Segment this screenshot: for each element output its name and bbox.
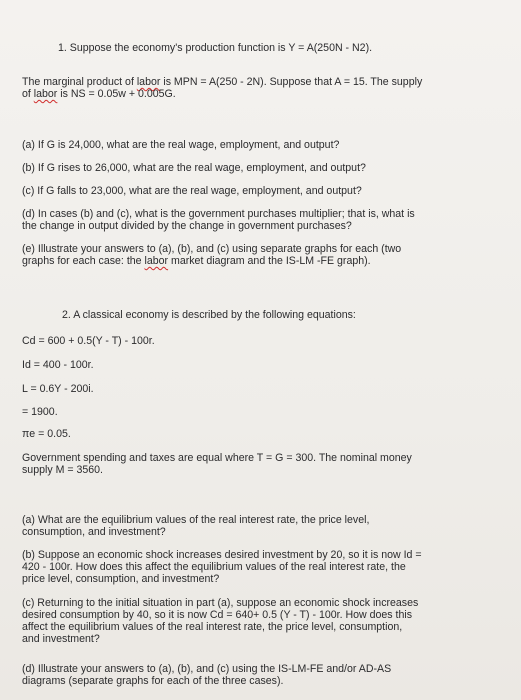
q2-part-c-line1: (c) Returning to the initial situation in part (a), suppose an economic shock increases [22, 597, 419, 609]
q1-part-c: (c) If G falls to 23,000, what are the real wage, employment, and output? [22, 185, 362, 197]
q2-eq-money-demand: L = 0.6Y - 200i. [22, 383, 94, 395]
q1-part-a: (a) If G is 24,000, what are the real wage, employment, and output? [22, 139, 340, 151]
q1-intro-text-2: is MPN = A(250 - 2N). Suppose that A = 15. The supply [160, 76, 423, 88]
q2-part-b-line2: 420 - 100r. How does this affect the equilibrium values of the real interest rate, the [22, 561, 406, 573]
q1-intro-line2 [22, 88, 176, 101]
q1-title: 1. Suppose the economy's production function is Y = A(250N - N2). [58, 42, 373, 54]
q2-part-b-line3: price level, consumption, and investment? [22, 573, 220, 585]
q1-intro-line1 [22, 76, 422, 89]
q1-intro-labor-word: labor [136, 76, 161, 88]
q2-eq-investment: Id = 400 - 100r. [22, 359, 94, 371]
q2-eq-output: = 1900. [22, 406, 58, 418]
q1-part-e-line2 [22, 255, 371, 268]
q2-title: 2. A classical economy is described by the following equations: [62, 309, 356, 321]
q1-e-text: graphs for each case: the [22, 255, 145, 267]
q1-part-b: (b) If G rises to 26,000, what are the real wage, employment, and output? [22, 162, 366, 174]
q2-part-c-line4: and investment? [22, 633, 100, 645]
q2-part-d-line1: (d) Illustrate your answers to (a), (b), and (c) using the IS-LM-FE and/or AD-AS [22, 663, 392, 675]
q2-part-a-line1: (a) What are the equilibrium values of the real interest rate, the price level, [22, 514, 370, 526]
q2-part-d-line2: diagrams (separate graphs for each of the three cases). [22, 675, 284, 687]
q2-eq-consumption: Cd = 600 + 0.5(Y - T) - 100r. [22, 335, 155, 347]
q2-gov-line1: Government spending and taxes are equal where T = G = 300. The nominal money [22, 452, 412, 464]
q1-intro2-labor-word: labor [33, 88, 58, 100]
q2-part-c-line3: affect the equilibrium values of the real interest rate, the price level, consumption, [22, 621, 403, 633]
q2-part-c-line2: desired consumption by 40, so it is now Cd = 640+ 0.5 (Y - T) - 100r. How does this [22, 609, 413, 621]
q1-intro2-text: of [22, 88, 34, 100]
q1-intro-text: The marginal product of [22, 76, 137, 88]
q1-e-labor-word: labor [144, 255, 169, 267]
q1-part-d-line1: (d) In cases (b) and (c), what is the government purchases multiplier; that is, what is [22, 208, 415, 220]
q2-part-b-line1: (b) Suppose an economic shock increases desired investment by 20, so it is now Id = [22, 549, 422, 561]
q1-part-e-line1: (e) Illustrate your answers to (a), (b), and (c) using separate graphs for each (two [22, 243, 402, 255]
q1-part-d-line2: the change in output divided by the change in government purchases? [22, 220, 352, 232]
q2-part-a-line2: consumption, and investment? [22, 526, 166, 538]
q1-intro2-text-2: is NS = 0.05w + 0.005G. [57, 88, 176, 100]
q2-eq-expected-inflation: πe = 0.05. [22, 428, 71, 440]
q2-gov-line2: supply M = 3560. [22, 464, 103, 476]
q1-e-text-2: market diagram and the IS-LM -FE graph). [168, 255, 371, 267]
